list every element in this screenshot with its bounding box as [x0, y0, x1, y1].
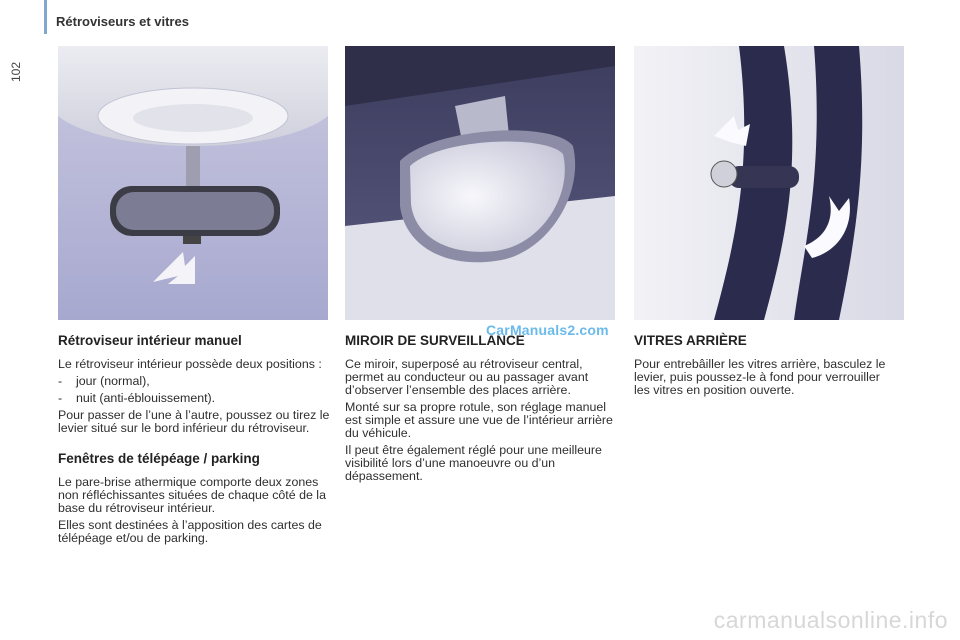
paragraph: Ce miroir, superposé au rétroviseur central, permet au conducteur ou au passager avant d’observer l’ensemble des places arrière.: [345, 357, 589, 397]
illustration-interior-mirror: [58, 46, 328, 320]
heading-interior-mirror: Rétroviseur intérieur manuel: [58, 333, 242, 348]
illustration-surveillance-mirror: [345, 46, 615, 320]
page-number: 102: [9, 61, 23, 83]
paragraph: Il peut être également réglé pour une meilleure visibilité lors d’une manoeuvre ou d’un dépassement.: [345, 443, 602, 483]
section-title: Rétroviseurs et vitres: [56, 14, 189, 29]
heading-toll-parking-windows: Fenêtres de télépéage / parking: [58, 451, 260, 466]
paragraph: Le rétroviseur intérieur possède deux positions :: [58, 357, 322, 371]
section-marker-bar: [44, 0, 47, 34]
column-rear-windows: [634, 333, 896, 401]
column-surveillance-mirror: [345, 333, 617, 487]
footer-watermark: carmanualsonline.info: [713, 607, 948, 633]
paragraph: Monté sur sa propre rotule, son réglage manuel est simple et assure une vue de l’intérieur arrière du véhicule.: [345, 400, 613, 440]
paragraph: Pour entrebâiller les vitres arrière, basculez le levier, puis poussez-le à fond pour verrouiller les vitres en position ouverte.: [634, 357, 886, 397]
list-item: - jour (normal),: [58, 374, 150, 388]
paragraph: Le pare-brise athermique comporte deux zones non réfléchissantes situées de chaque côté de la base du rétroviseur intérieur.: [58, 475, 326, 515]
paragraph: Elles sont destinées à l’apposition des cartes de télépéage et/ou de parking.: [58, 518, 322, 545]
paragraph: Pour passer de l’une à l’autre, poussez ou tirez le levier situé sur le bord inférieur du rétroviseur.: [58, 408, 330, 435]
watermark-link[interactable]: CarManuals2.com: [486, 322, 609, 338]
list-item: - nuit (anti-éblouissement).: [58, 391, 216, 405]
column-interior-mirror: [58, 333, 330, 549]
heading-surveillance-mirror: MIROIR DE SURVEILLANCE: [345, 333, 525, 348]
illustration-rear-window-latch: [634, 46, 904, 320]
heading-rear-windows: VITRES ARRIÈRE: [634, 333, 747, 348]
